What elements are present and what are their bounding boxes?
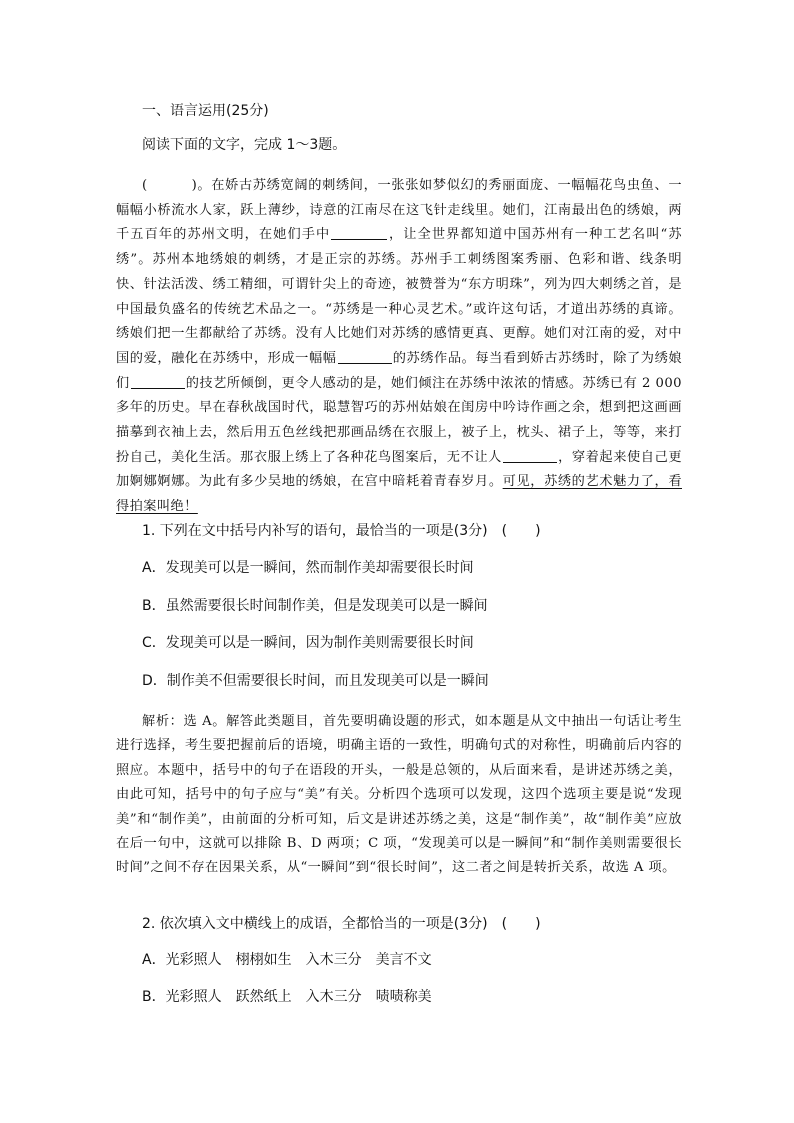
fill-blank-1 xyxy=(331,224,387,240)
question-1-option-c: C．发现美可以是一瞬间，因为制作美则需要很长时间 xyxy=(142,635,474,651)
fill-blank-4 xyxy=(503,447,557,463)
question-2-option-b: B．光彩照人 跃然纸上 入木三分 啧啧称美 xyxy=(142,989,432,1005)
passage-segment: ，穿着起来使自己更加婀娜婀娜。为此有多少吴地的绣娘，在宫中暗耗着青春岁月。 xyxy=(116,449,682,490)
passage-segment: 的苏绣作品。每当看到娇古苏绣时，除了为绣娘们 xyxy=(116,350,683,391)
answer-analysis: 解析：选 A。解答此类题目，首先要明确设题的形式，如本题是从文中抽出一句话让考生进行选择，考生要把握前后的语境，明确主语的一致性，明确句式的对称性，明确前后内容的照应。本题中，括号中的句子在语段的开头，一般是总领的，从后面来看，是讲述苏绣之美，由此可知，括号中的句子应与“美”有关。分析四个选项可以发现，这四个选项主要是说“发现美”和“制作美”，由前面的分析可知，后文是讲述苏绣之美，这是“制作美”，故“制作美”应放在后一句中，这就可以排除 B、D 两项；C 项，“发现美可以是一瞬间”和“制作美则需要很长时间”之间不存在因果关系，从“一瞬间”到“很长时间”，这二者之间是转折关系，故选 A 项。 xyxy=(116,714,682,876)
passage-close-paren: )。 xyxy=(191,178,212,193)
reading-instruction: 阅读下面的文字，完成 1～3题。 xyxy=(142,137,347,153)
underlined-sentence: 可见，苏绣的艺术魅力了，看得拍案叫绝！ xyxy=(116,474,682,515)
question-1-option-a: A．发现美可以是一瞬间，然而制作美却需要很长时间 xyxy=(142,560,474,576)
fill-blank-3 xyxy=(131,373,185,389)
question-1-stem: 1. 下列在文中括号内补写的语句，最恰当的一项是(3分) ( ) xyxy=(142,523,541,539)
question-1-option-b: B．虽然需要很长时间制作美，但是发现美可以是一瞬间 xyxy=(142,598,488,614)
section-title: 一、语言运用(25分) xyxy=(142,103,269,119)
passage-open-paren: ( xyxy=(142,178,148,193)
reading-passage xyxy=(116,174,696,520)
passage-segment: ，让全世界都知道中国苏州有一种工艺名叫“苏绣”。苏州本地绣娘的刺绣，才是正宗的苏绣。苏州手工刺绣图案秀丽、色彩和谐、线条明快、针法活泼、绣工精细，可谓针尖上的奇迹，被赞誉为“东方明珠”，列为四大刺绣之首，是中国最负盛名的传统艺术品之一。“苏绣是一种心灵艺术。”或许这句话，才道出苏绣的真谛。绣娘们把一生都献给了苏绣。没有人比她们对苏绣的感情更真、更醇。她们对江南的爱，对中国的爱，融化在苏绣中，形成一幅幅 xyxy=(116,227,682,366)
passage-segment: 的技艺所倾倒，更令人感动的是，她们倾注在苏绣中浓浓的情感。苏绣已有 2 000 多年的历史。早在春秋战国时代，聪慧智巧的苏州姑娘在闺房中吟诗作画之余，想到把这画画描摹到衣袖上去，然后用五色丝线把那画品绣在衣服上，被子上，枕头、裙子上，等等，来打扮自己，美化生活。那衣服上绣上了各种花鸟图案后，无不让人 xyxy=(116,375,696,465)
passage-segment: 在娇古苏绣宽阔的刺绣间，一张张如梦似幻的秀丽面庞、一幅幅花鸟虫鱼、一幅幅小桥流水人家，跃上薄纱，诗意的江南尽在这飞针走线里。她们，江南最出色的绣娘，两千五百年的苏州文明，在她们手中 xyxy=(116,178,683,243)
question-2-stem: 2. 依次填入文中横线上的成语，全都恰当的一项是(3分) ( ) xyxy=(142,916,541,932)
fill-blank-2 xyxy=(338,348,392,364)
question-1-option-d: D．制作美不但需要很长时间，而且发现美可以是一瞬间 xyxy=(142,673,489,689)
question-2-option-a: A．光彩照人 栩栩如生 入木三分 美言不文 xyxy=(142,952,432,968)
